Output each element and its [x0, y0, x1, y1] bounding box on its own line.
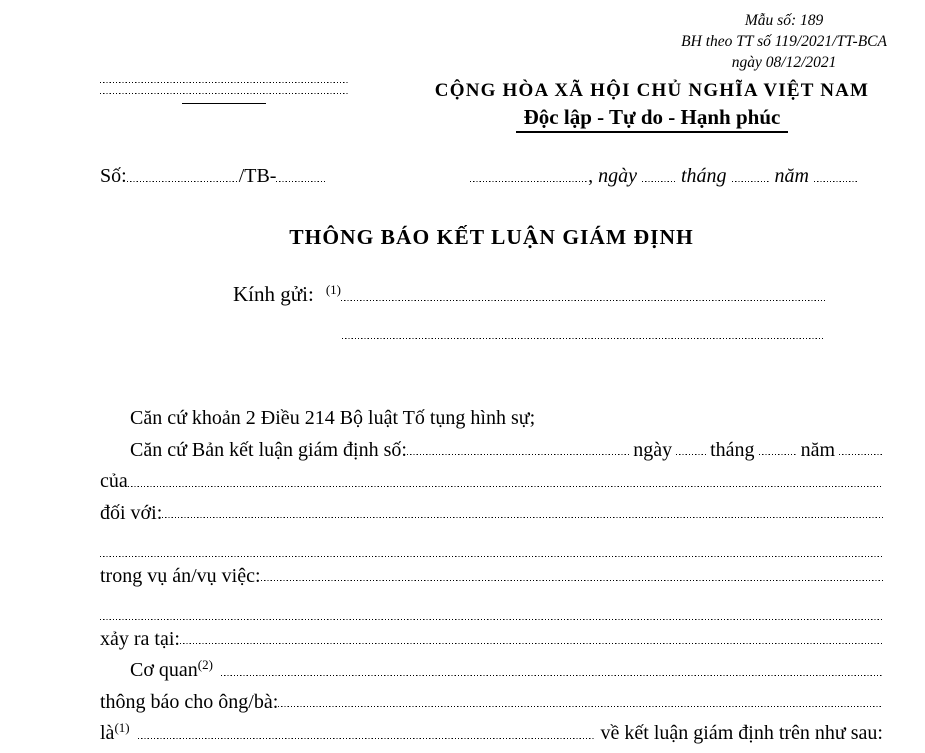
year-field[interactable]	[814, 169, 858, 182]
nam-label: năm	[774, 165, 809, 187]
case-field[interactable]	[261, 569, 883, 582]
form-number: Mẫu số: 189	[744, 12, 824, 29]
so-label: Số:	[100, 165, 127, 187]
place-date-group	[470, 165, 858, 188]
agency-unit-field[interactable]	[100, 81, 348, 94]
conclusion-month-field[interactable]	[759, 443, 797, 456]
agency-divider-rule	[182, 103, 266, 104]
role-field[interactable]	[138, 726, 595, 739]
form-reference-block	[681, 10, 887, 73]
month-field[interactable]	[732, 169, 770, 182]
motto-text: Độc lập - Tự do - Hạnh phúc	[516, 105, 789, 133]
ngay-label: ngày	[598, 165, 637, 187]
cua-label: của	[100, 470, 128, 492]
conclusion-suffix-text: về kết luận giám định trên như sau:	[600, 722, 883, 744]
form-issued-date: ngày 08/12/2021	[731, 54, 837, 71]
issuer-field[interactable]	[128, 474, 883, 487]
subject-field-continued[interactable]	[100, 545, 883, 558]
body-ngay-label: ngày	[633, 438, 673, 461]
motto-line	[418, 105, 886, 133]
thong-bao-label: thông báo cho ông/bà:	[100, 690, 279, 713]
recipient-field-line1[interactable]	[341, 288, 825, 301]
place-field[interactable]	[470, 169, 588, 182]
conclusion-day-field[interactable]	[676, 443, 706, 456]
body-block: Căn cứ khoản 2 Điều 214 Bộ luật Tố tụng hình sự; Căn cứ Bản kết luận giám định số: ngày tháng năm của đối với: trong vụ án/vụ việc: xảy ra tại: Cơ quan (2) thông báo cho ông/bà: là (1) về kết luận giám định trên như sau:	[100, 407, 883, 744]
agency-field[interactable]	[221, 663, 883, 676]
number-date-row	[100, 165, 883, 197]
la-label: là	[100, 722, 115, 744]
xay-ra-tai-label: xảy ra tại:	[100, 627, 180, 650]
subject-field[interactable]	[162, 506, 883, 519]
issuing-agency-block	[100, 70, 348, 104]
conclusion-ref-label: Căn cứ Bản kết luận giám định số:	[130, 438, 407, 461]
conclusion-year-field[interactable]	[839, 443, 883, 456]
national-title: CỘNG HÒA XÃ HỘI CHỦ NGHĨA VIỆT NAM	[434, 80, 870, 101]
thang-label: tháng	[680, 165, 727, 187]
national-header	[418, 80, 886, 133]
doc-number-group	[100, 165, 326, 188]
legal-basis-text: Căn cứ khoản 2 Điều 214 Bộ luật Tố tụng hình sự;	[130, 407, 536, 429]
doc-number-suffix-field[interactable]	[276, 169, 326, 182]
location-field[interactable]	[180, 632, 883, 645]
body-nam-label: năm	[800, 438, 835, 461]
doc-number-field[interactable]	[127, 169, 239, 182]
kinh-gui-label: Kính gửi:	[233, 282, 314, 306]
day-field[interactable]	[642, 169, 676, 182]
trong-vu-an-label: trong vụ án/vụ việc:	[100, 564, 261, 587]
comma: ,	[588, 165, 594, 187]
case-field-continued[interactable]	[100, 608, 883, 621]
page-title: THÔNG BÁO KẾT LUẬN GIÁM ĐỊNH	[289, 225, 694, 249]
form-issued-with: BH theo TT số 119/2021/TT-BCA	[681, 33, 887, 50]
co-quan-label: Cơ quan	[130, 659, 198, 681]
recipient-field-line2[interactable]	[342, 326, 825, 339]
tb-suffix: /TB-	[238, 165, 277, 187]
salutation-block: Kính gửi: (1)	[233, 282, 825, 346]
conclusion-number-field[interactable]	[407, 443, 629, 456]
doi-voi-label: đối với:	[100, 501, 163, 524]
body-thang-label: tháng	[710, 438, 755, 461]
notified-person-field[interactable]	[278, 695, 883, 708]
